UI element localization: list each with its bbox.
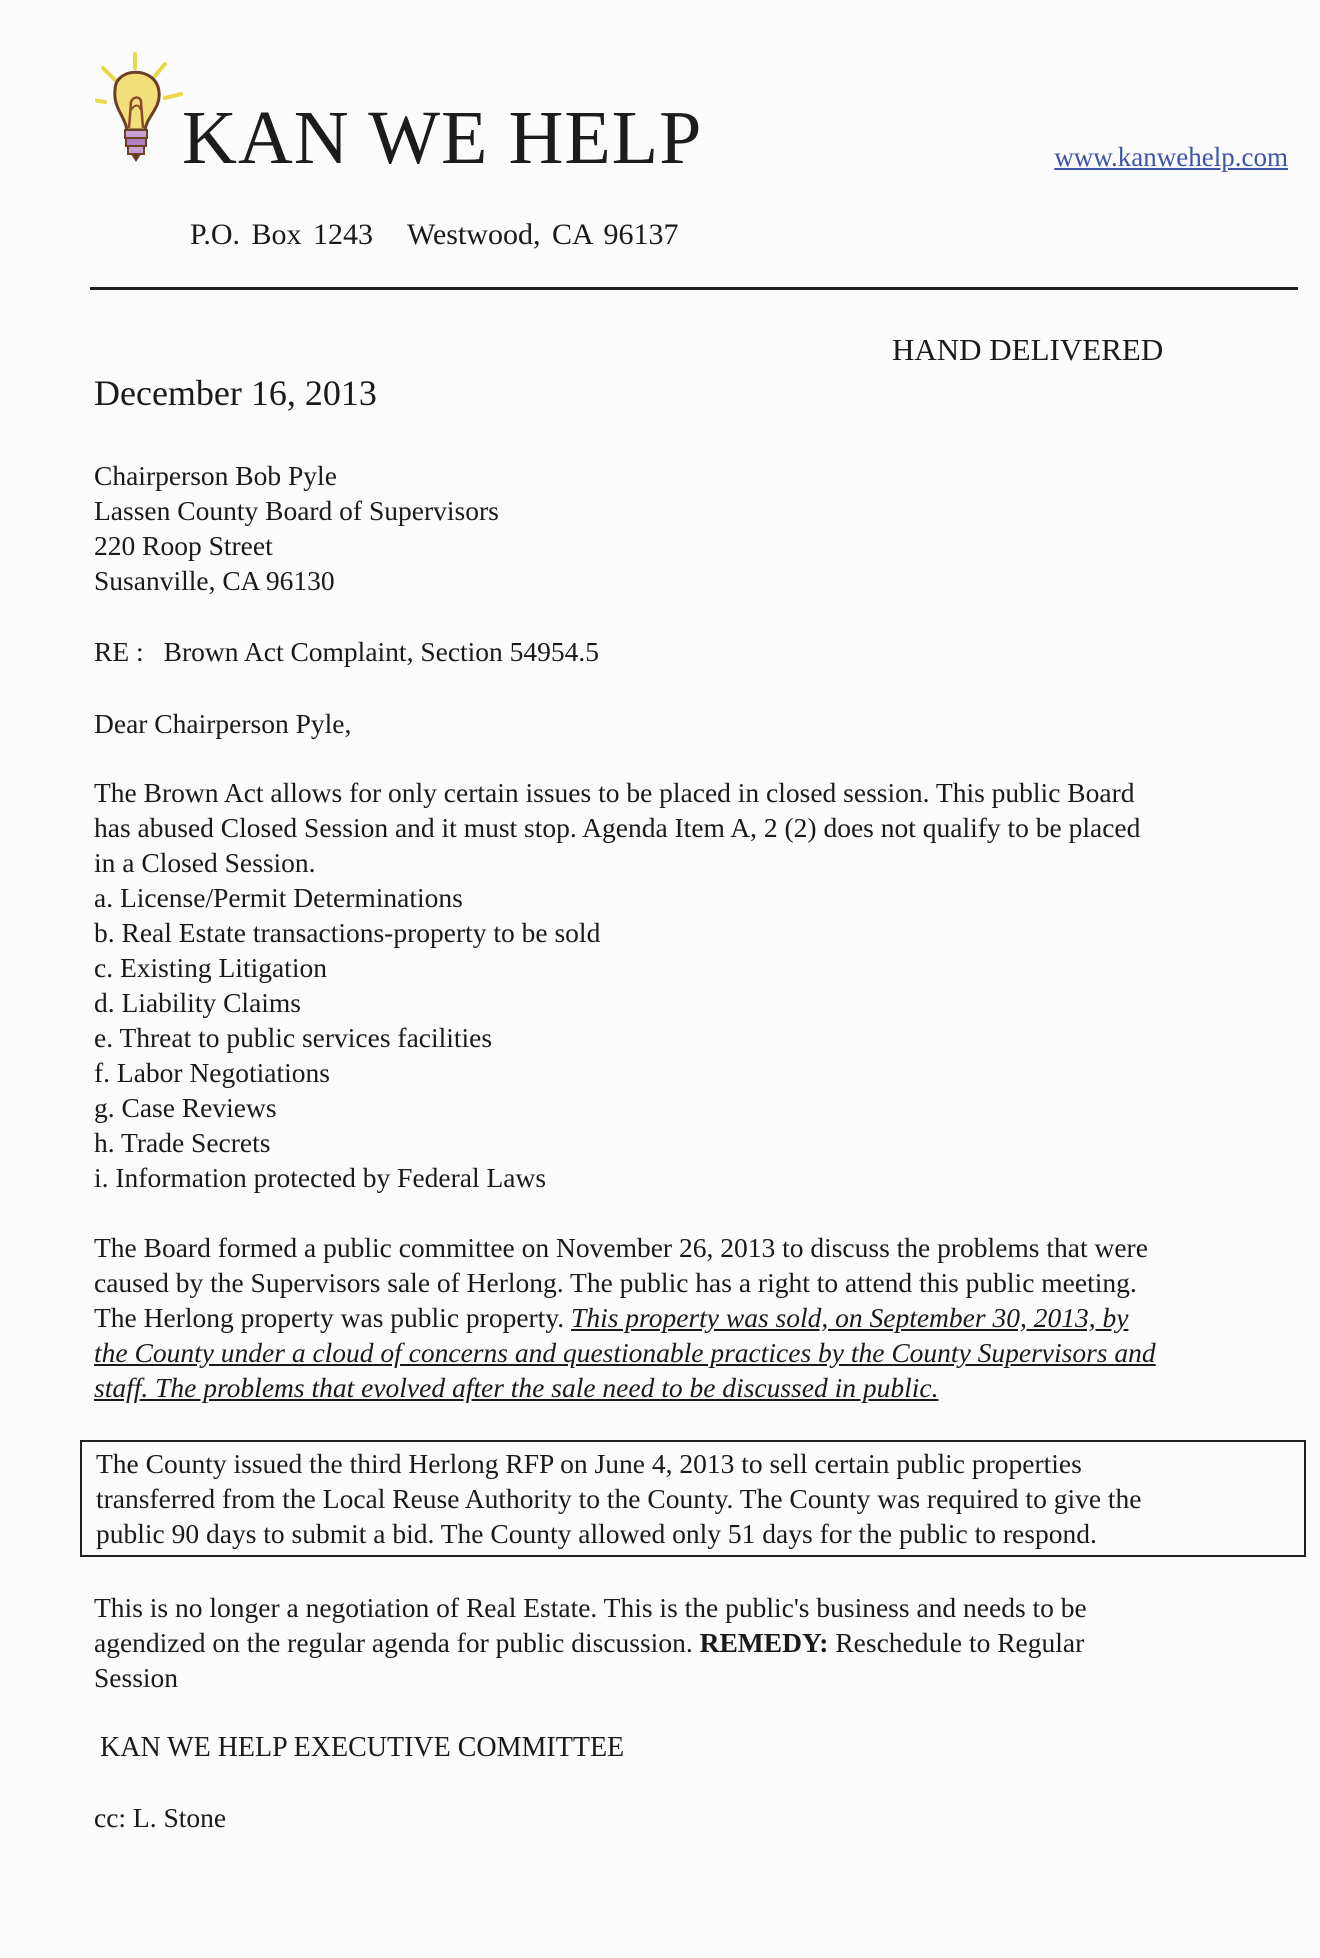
cc-line: cc: L. Stone <box>94 1802 227 1833</box>
list-item: d. Liability Claims <box>94 987 302 1018</box>
paragraph-line: This is no longer a negotiation of Real Estate. This is the public's business and needs to be <box>94 1592 1087 1623</box>
paragraph-line <box>94 1625 1284 1660</box>
paragraph-closed-session <box>94 775 1284 880</box>
recipient-address <box>94 458 1284 598</box>
list-item: b. Real Estate transactions-property to be sold <box>94 917 601 948</box>
boxed-rfp-paragraph <box>80 1440 1306 1557</box>
paragraph-line: transferred from the Local Reuse Authority to the County. The County was required to give the <box>96 1483 1142 1514</box>
emphasized-line: the County under a cloud of concerns and questionable practices by the County Supervisors and <box>94 1337 1156 1368</box>
emphasized-line: staff. The problems that evolved after the sale need to be discussed in public. <box>94 1372 939 1403</box>
lightbulb-icon <box>95 50 190 175</box>
paragraph-line: The Board formed a public committee on November 26, 2013 to discuss the problems that were <box>94 1232 1148 1263</box>
remedy-label: REMEDY: <box>699 1627 829 1658</box>
list-item: a. License/Permit Determinations <box>94 882 463 913</box>
list-item: c. Existing Litigation <box>94 952 327 983</box>
recipient-line: 220 Roop Street <box>94 530 273 561</box>
letter-date: December 16, 2013 <box>94 373 377 413</box>
subject-text: Brown Act Complaint, Section 54954.5 <box>163 636 600 667</box>
recipient-line: Chairperson Bob Pyle <box>94 460 337 491</box>
plain-text: The Herlong property was public property. <box>94 1302 572 1333</box>
paragraph-line: in a Closed Session. <box>94 847 316 878</box>
remedy-text: Reschedule to Regular <box>828 1627 1085 1658</box>
paragraph-line: has abused Closed Session and it must stop. Agenda Item A, 2 (2) does not qualify to be placed <box>94 812 1141 843</box>
list-item: e. Threat to public services facilities <box>94 1022 493 1053</box>
po-box: P.O. Box 1243 <box>190 218 374 251</box>
letterhead-address <box>190 218 678 252</box>
paragraph-line: Session <box>94 1662 179 1693</box>
paragraph-line: public 90 days to submit a bid. The County allowed only 51 days for the public to respond. <box>96 1518 1097 1549</box>
website-link[interactable]: www.kanwehelp.com <box>1054 142 1288 172</box>
org-name: KAN WE HELP <box>182 96 703 180</box>
paragraph-line <box>94 1300 1284 1335</box>
salutation: Dear Chairperson Pyle, <box>94 708 352 739</box>
list-item: h. Trade Secrets <box>94 1127 271 1158</box>
delivery-note: HAND DELIVERED <box>892 332 1164 367</box>
list-item: g. Case Reviews <box>94 1092 277 1123</box>
city-state-zip: Westwood, CA 96137 <box>407 218 679 251</box>
subject-line <box>94 634 1284 669</box>
list-item: i. Information protected by Federal Laws <box>94 1162 547 1193</box>
paragraph-remedy <box>94 1590 1284 1695</box>
recipient-line: Susanville, CA 96130 <box>94 565 335 596</box>
list-item: f. Labor Negotiations <box>94 1057 330 1088</box>
subject-label: RE : <box>94 636 144 667</box>
paragraph-herlong-committee <box>94 1230 1284 1405</box>
paragraph-line: The Brown Act allows for only certain issues to be placed in closed session. This public Board <box>94 777 1135 808</box>
letterhead-divider <box>90 287 1298 290</box>
recipient-line: Lassen County Board of Supervisors <box>94 495 499 526</box>
closed-session-list <box>94 880 1284 1195</box>
paragraph-line: caused by the Supervisors sale of Herlong. The public has a right to attend this public meeting. <box>94 1267 1137 1298</box>
paragraph-line: The County issued the third Herlong RFP on June 4, 2013 to sell certain public properties <box>96 1448 1082 1479</box>
closing-signature: KAN WE HELP EXECUTIVE COMMITTEE <box>100 1732 625 1763</box>
emphasized-text: This property was sold, on September 30, 2013, by <box>571 1302 1129 1333</box>
plain-text: agendized on the regular agenda for public discussion. <box>94 1627 700 1658</box>
